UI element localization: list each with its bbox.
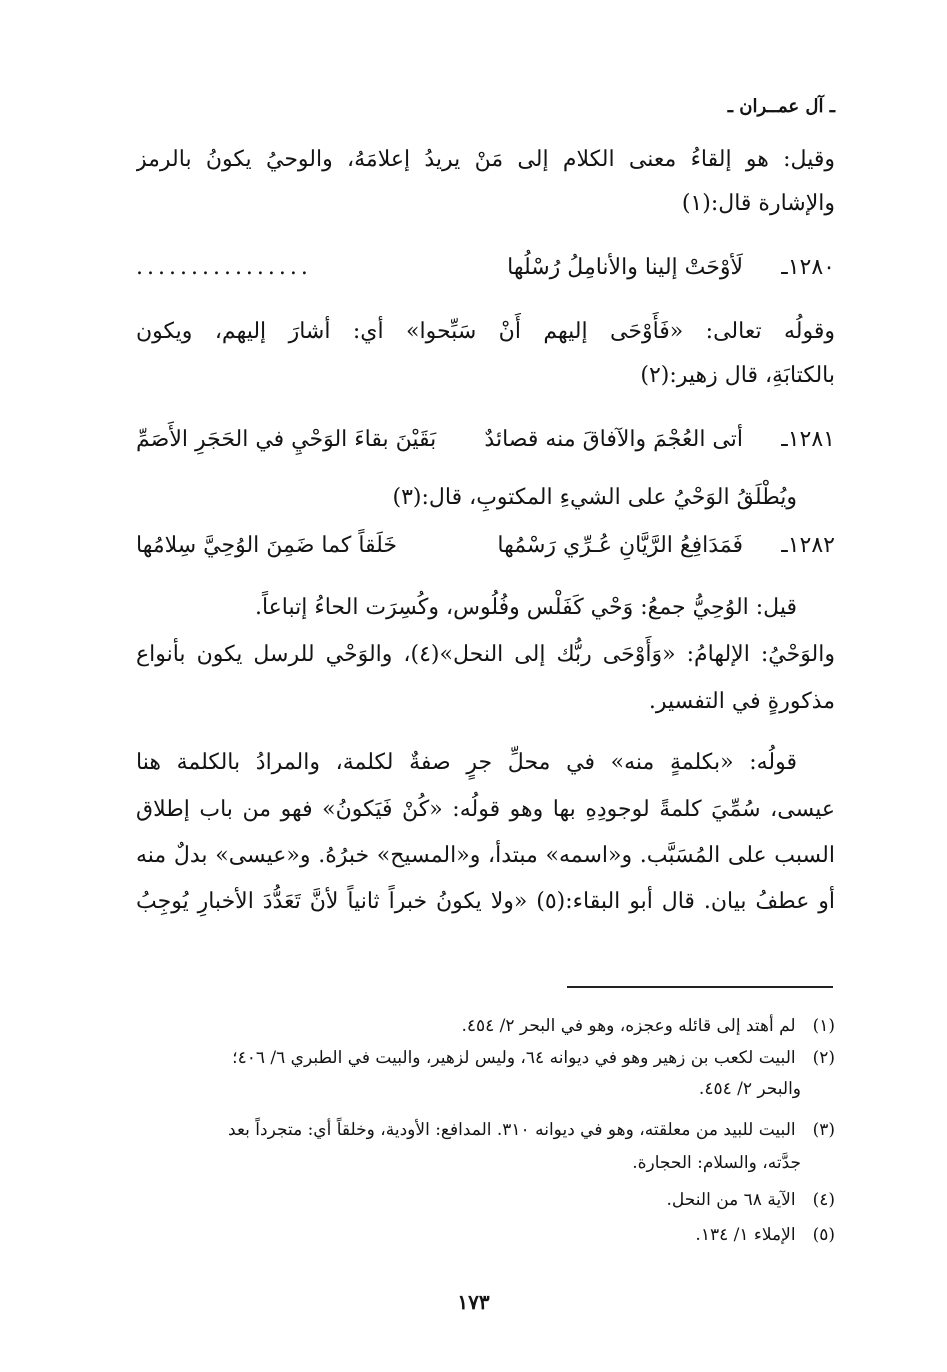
footnote-number: (٢) (812, 1048, 835, 1068)
body-line: قيل: الوُحِيُّ جمعُ: وَحْي كَفَلْس وفُلُوس، وكُسِرَت الحاءُ إتباعاً. (254, 595, 797, 620)
verse-first-hemistich: لَأوْحَتْ إلينا والأنامِلُ رُسْلُها (507, 255, 743, 280)
footnote-text: البيت للبيد من معلقته، وهو في ديوانه ٣١٠. المدافع: الأودية، وخلقاً أي: متجرداً بعد (228, 1120, 796, 1140)
footnote-2 (136, 1045, 835, 1071)
verse-number: ١٢٨١ـ (781, 427, 835, 452)
footnote-3 (136, 1117, 835, 1143)
verse-1280 (136, 248, 835, 288)
verse-1282 (136, 526, 835, 566)
verse-number: ١٢٨٢ـ (781, 533, 835, 558)
body-line: السبب على المُسَبَّب. و«اسمه» مبتدأ، و«المسيح» خبرُهُ. و«عيسى» بدلٌ منه (136, 843, 835, 868)
body-line: بالكتابَةِ، قال زهير:(٢) (640, 363, 835, 388)
body-line: وقيل: هو إلقاءُ معنى الكلام إلى مَنْ يريدُ إعلامَهُ، والوحيُ يكونُ بالرمز (136, 147, 835, 172)
footnote-continuation: جدَّته، والسلام: الحجارة. (632, 1153, 801, 1173)
verse-number: ١٢٨٠ـ (781, 255, 835, 280)
verse-first-hemistich: فَمَدَافِعُ الرَّيَّانِ عُـرِّي رَسْمُها (497, 533, 743, 558)
footnote-number: (٤) (812, 1190, 835, 1210)
footnote-1 (136, 1013, 835, 1039)
footnote-text: الإملاء ١/ ١٣٤. (695, 1225, 796, 1245)
body-line: ويُطْلَقُ الوَحْيُ على الشيءِ المكتوبِ، قال:(٣) (392, 485, 797, 510)
body-line: قولُه: «بكلمةٍ منه» في محلِّ جرٍ صفةٌ لكلمة، والمرادُ بالكلمة هنا (136, 750, 797, 775)
verse-second-hemistich: خَلَقاً كما ضَمِنَ الوُحِيَّ سِلامُها (136, 533, 398, 558)
body-line: أو عطفُ بيان. قال أبو البقاء:(٥) «ولا يكونُ خبراً ثانياً لأنَّ تَعَدُّدَ الأخبارِ يُوجِبُ (136, 889, 835, 914)
body-line: والوَحْيُ: الإلهامُ: «وَأَوْحَى ربُّك إلى النحل»(٤)، والوَحْي للرسل يكون بأنواع (136, 642, 835, 667)
footnote-text: الآية ٦٨ من النحل. (666, 1190, 796, 1210)
footnote-text: البيت لكعب بن زهير وهو في ديوانه ٦٤، وليس لزهير، والبيت في الطبري ٦/ ٤٠٦؛ (232, 1048, 796, 1068)
body-line: والإشارة قال:(١) (681, 191, 835, 216)
footnote-number: (١) (812, 1016, 835, 1036)
page-number: ١٧٣ (457, 1290, 490, 1314)
verse-first-hemistich: أتى العُجْمَ والآفاقَ منه قصائدٌ (484, 427, 743, 452)
body-line: مذكورةٍ في التفسير. (648, 689, 835, 714)
running-head: ـ آل عمــران ـ (727, 96, 835, 117)
body-line: عيسى، سُمِّيَ كلمةً لوجودِهِ بها وهو قولُه: «كُنْ فَيَكونُ» فهو من باب إطلاق (136, 797, 835, 822)
footnote-text: لم أهتد إلى قائله وعجزه، وهو في البحر ٢/ ٤٥٤. (461, 1016, 796, 1036)
footnote-continuation: والبحر ٢/ ٤٥٤. (698, 1079, 801, 1099)
footnote-5 (136, 1222, 835, 1248)
verse-second-hemistich: ................ (136, 255, 312, 280)
body-line: وقولُه تعالى: «فَأَوْحَى إليهم أَنْ سَبِّحوا» أي: أشارَ إليهم، ويكون (136, 319, 835, 344)
verse-1281 (136, 420, 835, 460)
verse-second-hemistich: بَقَيْنَ بقاءَ الوَحْيِ في الحَجَرِ الأَصَمِّ (136, 427, 437, 452)
footnote-number: (٣) (812, 1120, 835, 1140)
footnote-4 (136, 1187, 835, 1213)
footnote-number: (٥) (812, 1225, 835, 1245)
footnote-separator (567, 986, 833, 988)
